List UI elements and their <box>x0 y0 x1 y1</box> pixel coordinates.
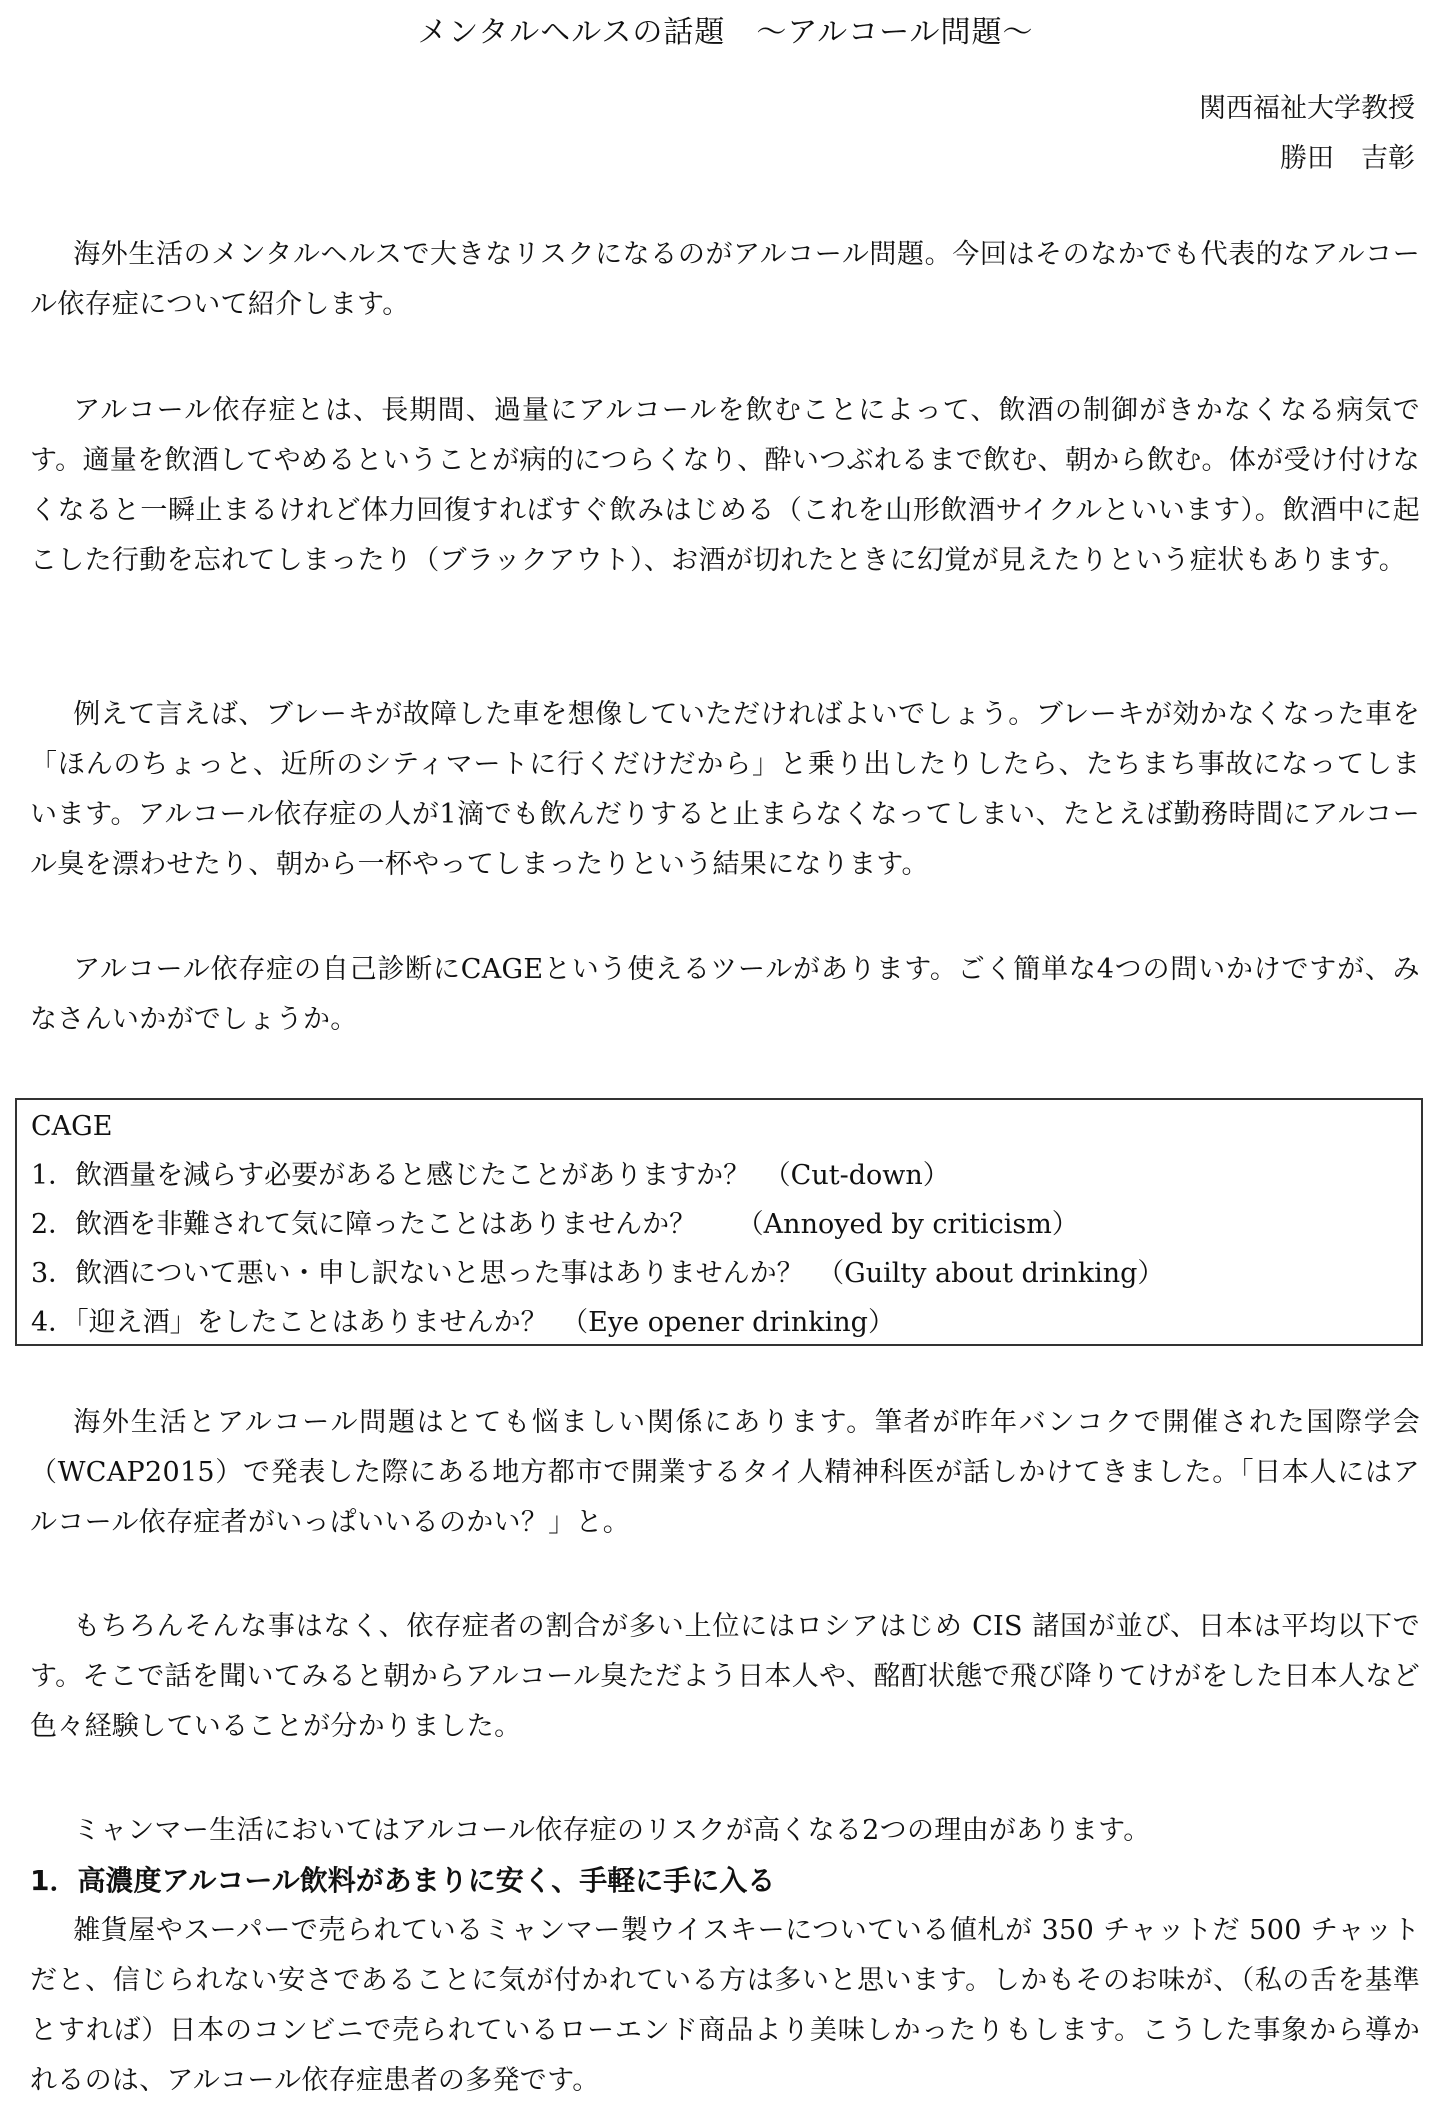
myanmar-risk-paragraph: ミャンマー生活においてはアルコール依存症のリスクが高くなる2つの理由があります。 <box>73 1815 1151 1846</box>
cage-item: 1．飲酒量を減らす必要があると感じたことがありますか？ （Cut-down） <box>31 1160 950 1191</box>
definition-paragraph: アルコール依存症とは、長期間、過量にアルコールを飲むことによって、飲酒の制御がきかなくなる病気です。適量を飲酒してやめるということが病的につらくなり、酔いつぶれるまで飲む、朝から飲む。体が受け付けなくなると一瞬止まるけれど体力回復すればすぐ飲みはじめる（これを山形飲酒サイクルといいます）。飲酒中に起こした行動を忘れてしまったり（ブラックアウト）、お酒が切れたときに幻覚が見えたりという症状もあります。 <box>30 395 1420 576</box>
author-name: 勝田 吉彰 <box>1280 143 1415 174</box>
brake-analogy-paragraph: 例えて言えば、ブレーキが故障した車を想像していただければよいでしょう。ブレーキが効かなくなった車を「ほんのちょっと、近所のシティマートに行くだけだから」と乗り出したりしたら、たちまち事故になってしまいます。アルコール依存症の人が1滴でも飲んだりすると止まらなくなってしまい、たとえば勤務時間にアルコール臭を漂わせたり、朝から一杯やってしまったりという結果になります。 <box>30 699 1420 880</box>
cage-intro-paragraph: アルコール依存症の自己診断にCAGEという使えるツールがあります。ごく簡単な4つの問いかけですが、みなさんいかがでしょうか。 <box>30 954 1420 1035</box>
cage-box <box>15 1098 1423 1346</box>
author-block <box>1199 84 1415 184</box>
statistics-paragraph: もちろんそんな事はなく、依存症者の割合が多い上位にはロシアはじめ CIS 諸国が並び、日本は平均以下です。そこで話を聞いてみると朝からアルコール臭ただよう日本人や、酩酊状態で飛び降りてけがをした日本人など色々経験していることが分かりました。 <box>30 1611 1420 1742</box>
cage-item: 4．「迎え酒」をしたことはありませんか？ （Eye opener drinking） <box>31 1307 895 1338</box>
bangkok-paragraph: 海外生活とアルコール問題はとても悩ましい関係にあります。筆者が昨年バンコクで開催された国際学会（WCAP2015）で発表した際にある地方都市で開業するタイ人精神科医が話しかけてきました。「日本人にはアルコール依存症者がいっぱいいるのかい？」と。 <box>30 1407 1420 1538</box>
author-affiliation: 関西福祉大学教授 <box>1199 93 1415 124</box>
intro-paragraph: 海外生活のメンタルヘルスで大きなリスクになるのがアルコール問題。今回はそのなかでも代表的なアルコール依存症について紹介します。 <box>30 239 1420 320</box>
cage-item: 2．飲酒を非難されて気に障ったことはありませんか？ （Annoyed by criticism） <box>31 1209 1079 1240</box>
cage-title: CAGE <box>31 1111 113 1142</box>
section-heading: 1．高濃度アルコール飲料があまりに安く、手軽に手に入る <box>30 1864 776 1897</box>
whisky-price-paragraph: 雑貨屋やスーパーで売られているミャンマー製ウイスキーについている値札が 350 チャットだ 500 チャットだと、信じられない安さであることに気が付かれている方は多いと思います。しかもそのお味が、（私の舌を基準とすれば）日本のコンビニで売られているローエンド商品より美味しかったりもします。こうした事象から導かれるのは、アルコール依存症患者の多発です。 <box>30 1915 1420 2096</box>
document-title: メンタルヘルスの話題 ～アルコール問題～ <box>417 15 1034 50</box>
cage-item: 3．飲酒について悪い・申し訳ないと思った事はありませんか？ （Guilty about drinking） <box>31 1258 1165 1289</box>
